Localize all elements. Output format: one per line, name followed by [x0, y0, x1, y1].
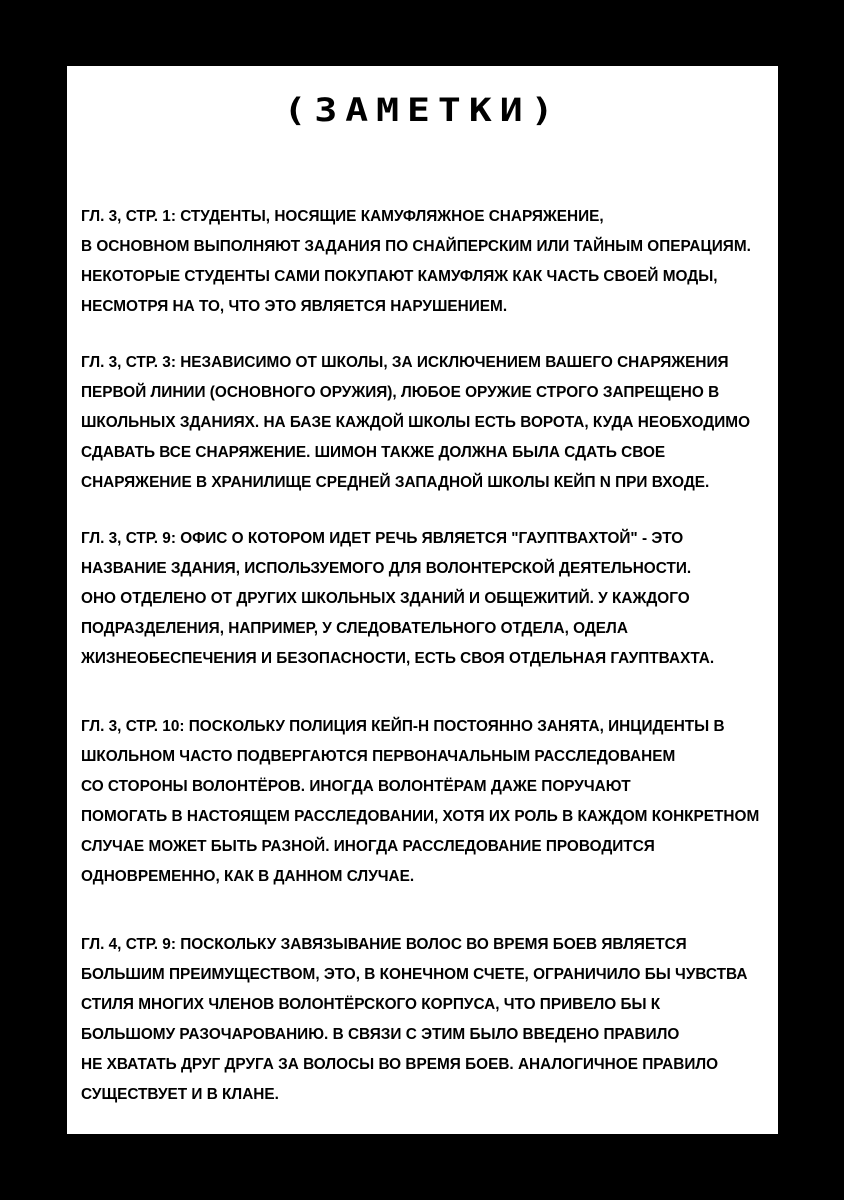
- note-line: ГЛ. 3, СТР. 10: ПОСКОЛЬКУ ПОЛИЦИЯ КЕЙП-Н ПОСТОЯННО ЗАНЯТА, ИНЦИДЕНТЫ В: [81, 718, 725, 735]
- note-line: НЕКОТОРЫЕ СТУДЕНТЫ САМИ ПОКУПАЮТ КАМУФЛЯЖ КАК ЧАСТЬ СВОЕЙ МОДЫ,: [81, 268, 718, 285]
- note-line: БОЛЬШОМУ РАЗОЧАРОВАНИЮ. В СВЯЗИ С ЭТИМ БЫЛО ВВЕДЕНО ПРАВИЛО: [81, 1026, 680, 1043]
- note-line: ГЛ. 3, СТР. 9: ОФИС О КОТОРОМ ИДЕТ РЕЧЬ ЯВЛЯЕТСЯ "ГАУПТВАХТОЙ" - ЭТО: [81, 530, 684, 547]
- note-ch3-p10: [81, 712, 759, 892]
- note-line: СДАВАТЬ ВСЕ СНАРЯЖЕНИЕ. ШИМОН ТАКЖЕ ДОЛЖНА БЫЛА СДАТЬ СВОЕ: [81, 444, 666, 461]
- note-ch3-p3: [81, 348, 750, 498]
- note-line: СУЩЕСТВУЕТ И В КЛАНЕ.: [81, 1086, 279, 1103]
- note-line: СО СТОРОНЫ ВОЛОНТЁРОВ. ИНОГДА ВОЛОНТЁРАМ ДАЖЕ ПОРУЧАЮТ: [81, 778, 631, 795]
- note-line: ОНО ОТДЕЛЕНО ОТ ДРУГИХ ШКОЛЬНЫХ ЗДАНИЙ И ОБЩЕЖИТИЙ. У КАЖДОГО: [81, 590, 690, 607]
- note-line: СНАРЯЖЕНИЕ В ХРАНИЛИЩЕ СРЕДНЕЙ ЗАПАДНОЙ ШКОЛЫ КЕЙП N ПРИ ВХОДЕ.: [81, 474, 710, 491]
- note-ch4-p9: [81, 930, 747, 1110]
- note-line: ОДНОВРЕМЕННО, КАК В ДАННОМ СЛУЧАЕ.: [81, 868, 415, 885]
- notes-page: [67, 66, 778, 1134]
- page-title: (ЗАМЕТКИ): [283, 91, 562, 129]
- note-line: ШКОЛЬНЫХ ЗДАНИЯХ. НА БАЗЕ КАЖДОЙ ШКОЛЫ ЕСТЬ ВОРОТА, КУДА НЕОБХОДИМО: [81, 414, 751, 431]
- note-line: ГЛ. 4, СТР. 9: ПОСКОЛЬКУ ЗАВЯЗЫВАНИЕ ВОЛОС ВО ВРЕМЯ БОЕВ ЯВЛЯЕТСЯ: [81, 936, 687, 953]
- note-line: ЖИЗНЕОБЕСПЕЧЕНИЯ И БЕЗОПАСНОСТИ, ЕСТЬ СВОЯ ОТДЕЛЬНАЯ ГАУПТВАХТА.: [81, 650, 715, 667]
- note-line: ПОМОГАТЬ В НАСТОЯЩЕМ РАССЛЕДОВАНИИ, ХОТЯ ИХ РОЛЬ В КАЖДОМ КОНКРЕТНОМ: [81, 808, 760, 825]
- note-line: СЛУЧАЕ МОЖЕТ БЫТЬ РАЗНОЙ. ИНОГДА РАССЛЕДОВАНИЕ ПРОВОДИТСЯ: [81, 838, 655, 855]
- note-ch3-p1: [81, 202, 751, 322]
- note-line: ШКОЛЬНОМ ЧАСТО ПОДВЕРГАЮТСЯ ПЕРВОНАЧАЛЬНЫМ РАССЛЕДОВАНЕМ: [81, 748, 676, 765]
- note-line: ГЛ. 3, СТР. 3: НЕЗАВИСИМО ОТ ШКОЛЫ, ЗА ИСКЛЮЧЕНИЕМ ВАШЕГО СНАРЯЖЕНИЯ: [81, 354, 729, 371]
- note-line: СТИЛЯ МНОГИХ ЧЛЕНОВ ВОЛОНТЁРСКОГО КОРПУСА, ЧТО ПРИВЕЛО БЫ К: [81, 996, 661, 1013]
- note-line: ПОДРАЗДЕЛЕНИЯ, НАПРИМЕР, У СЛЕДОВАТЕЛЬНОГО ОТДЕЛА, ОДЕЛА: [81, 620, 628, 637]
- note-line: ГЛ. 3, СТР. 1: СТУДЕНТЫ, НОСЯЩИЕ КАМУФЛЯЖНОЕ СНАРЯЖЕНИЕ,: [81, 208, 604, 225]
- note-line: НАЗВАНИЕ ЗДАНИЯ, ИСПОЛЬЗУЕМОГО ДЛЯ ВОЛОНТЕРСКОЙ ДЕЯТЕЛЬНОСТИ.: [81, 560, 692, 577]
- note-line: ПЕРВОЙ ЛИНИИ (ОСНОВНОГО ОРУЖИЯ), ЛЮБОЕ ОРУЖИЕ СТРОГО ЗАПРЕЩЕНО В: [81, 384, 720, 401]
- note-ch3-p9: [81, 524, 714, 674]
- note-line: НЕСМОТРЯ НА ТО, ЧТО ЭТО ЯВЛЯЕТСЯ НАРУШЕНИЕМ.: [81, 298, 508, 315]
- note-line: НЕ ХВАТАТЬ ДРУГ ДРУГА ЗА ВОЛОСЫ ВО ВРЕМЯ БОЕВ. АНАЛОГИЧНОЕ ПРАВИЛО: [81, 1056, 719, 1073]
- note-line: В ОСНОВНОМ ВЫПОЛНЯЮТ ЗАДАНИЯ ПО СНАЙПЕРСКИМ ИЛИ ТАЙНЫМ ОПЕРАЦИЯМ.: [81, 238, 751, 255]
- note-line: БОЛЬШИМ ПРЕИМУЩЕСТВОМ, ЭТО, В КОНЕЧНОМ СЧЕТЕ, ОГРАНИЧИЛО БЫ ЧУВСТВА: [81, 966, 748, 983]
